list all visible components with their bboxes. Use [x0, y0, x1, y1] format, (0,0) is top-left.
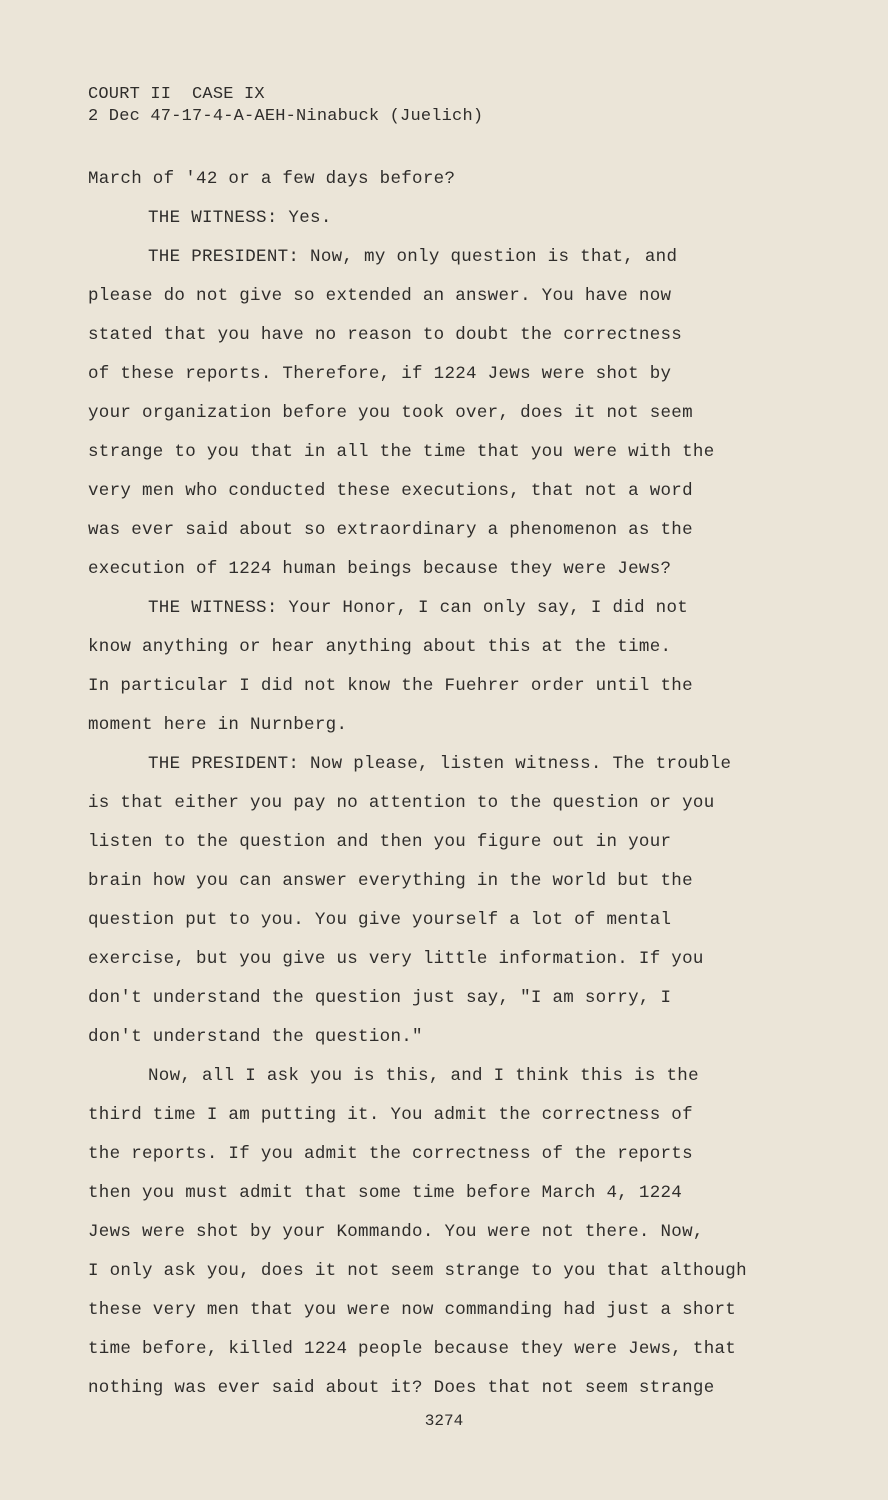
transcript-line: moment here in Nurnberg.: [88, 715, 348, 735]
transcript-line: don't understand the question just say, "I am sorry, I: [88, 988, 672, 1008]
transcript-line: third time I am putting it. You admit the correctness of: [88, 1105, 693, 1125]
transcript-line: then you must admit that some time before March 4, 1224: [88, 1183, 683, 1203]
transcript-line: of these reports. Therefore, if 1224 Jews were shot by: [88, 364, 672, 384]
transcript-line: exercise, but you give us very little information. If you: [88, 949, 704, 969]
transcript-line: know anything or hear anything about this at the time.: [88, 637, 672, 657]
transcript-line: stated that you have no reason to doubt the correctness: [88, 325, 683, 345]
transcript-line: THE WITNESS: Your Honor, I can only say, I did not: [148, 598, 689, 618]
transcript-line: listen to the question and then you figure out in your: [88, 832, 672, 852]
transcript-line: Jews were shot by your Kommando. You were not there. Now,: [88, 1222, 704, 1242]
transcript-line: these very men that you were now commanding had just a short: [88, 1300, 737, 1320]
transcript-line: the reports. If you admit the correctness of the reports: [88, 1144, 693, 1164]
header-court-line: COURT II CASE IX: [88, 85, 265, 104]
transcript-line: I only ask you, does it not seem strange to you that although: [88, 1261, 747, 1281]
transcript-line: THE PRESIDENT: Now, my only question is that, and: [148, 247, 678, 267]
transcript-line: Now, all I ask you is this, and I think this is the: [148, 1066, 699, 1086]
transcript-body: [88, 160, 808, 1408]
transcript-line: time before, killed 1224 people because they were Jews, that: [88, 1339, 737, 1359]
transcript-line: THE WITNESS: Yes.: [148, 208, 332, 228]
transcript-line: strange to you that in all the time that you were with the: [88, 442, 715, 462]
transcript-line: don't understand the question.": [88, 1027, 423, 1047]
transcript-line: was ever said about so extraordinary a phenomenon as the: [88, 520, 693, 540]
case-header: [88, 84, 483, 128]
transcript-line: question put to you. You give yourself a lot of mental: [88, 910, 672, 930]
header-date-line: 2 Dec 47-17-4-A-AEH-Ninabuck (Juelich): [88, 107, 484, 126]
transcript-line: nothing was ever said about it? Does that not seem strange: [88, 1378, 715, 1398]
transcript-line: very men who conducted these executions, that not a word: [88, 481, 693, 501]
transcript-line: your organization before you took over, does it not seem: [88, 403, 693, 423]
transcript-line: brain how you can answer everything in the world but the: [88, 871, 693, 891]
transcript-line: March of '42 or a few days before?: [88, 169, 456, 189]
transcript-line: execution of 1224 human beings because they were Jews?: [88, 559, 672, 579]
transcript-line: In particular I did not know the Fuehrer order until the: [88, 676, 693, 696]
transcript-line: THE PRESIDENT: Now please, listen witness. The trouble: [148, 754, 732, 774]
transcript-line: is that either you pay no attention to the question or you: [88, 793, 715, 813]
page-number: 3274: [424, 1412, 464, 1430]
transcript-line: please do not give so extended an answer. You have now: [88, 286, 672, 306]
